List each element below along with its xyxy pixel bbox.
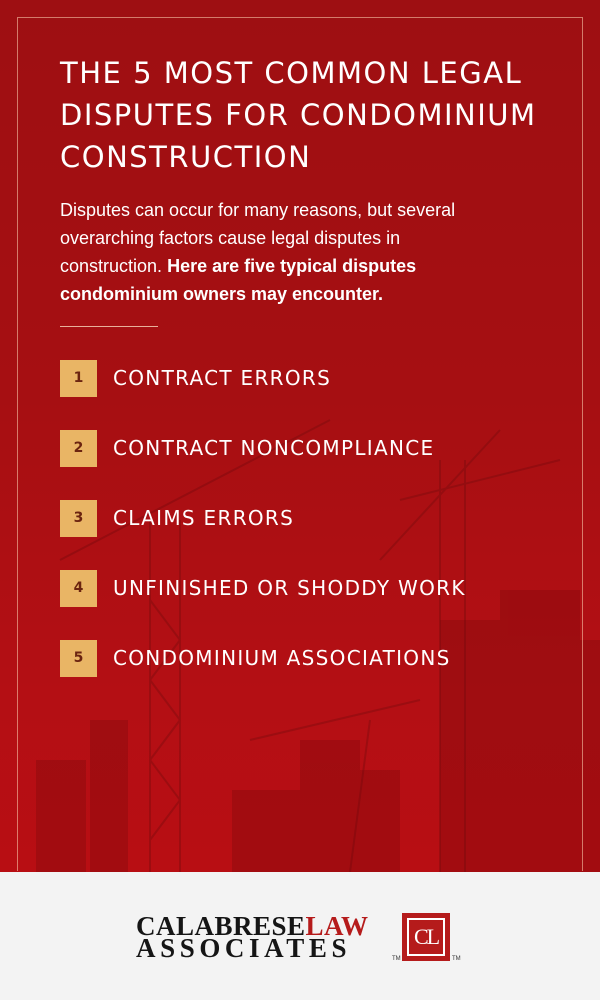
logo-mark-letters: CL: [407, 918, 445, 956]
list-item-label: CONDOMINIUM ASSOCIATIONS: [113, 646, 451, 670]
list-item: [60, 499, 560, 537]
disputes-list: [60, 359, 560, 709]
list-item: [60, 359, 560, 397]
number-badge: 1: [60, 360, 97, 397]
title-line: CONSTRUCTION: [60, 140, 312, 174]
list-item-label: UNFINISHED OR SHODDY WORK: [113, 576, 466, 600]
intro-bold-text: Here are five typical disputes condominium owners may encounter.: [60, 256, 417, 304]
title-line: THE 5 MOST COMMON LEGAL: [60, 56, 523, 90]
trademark-symbol: TM: [452, 956, 461, 962]
list-item: [60, 429, 560, 467]
number-badge: 4: [60, 570, 97, 607]
number-badge: 3: [60, 500, 97, 537]
list-item-label: CONTRACT NONCOMPLIANCE: [113, 436, 435, 460]
list-item-label: CLAIMS ERRORS: [113, 506, 295, 530]
trademark-symbol: TM: [392, 956, 401, 962]
logo-mark-icon: [402, 913, 450, 961]
logo-line-2: ASSOCIATES: [136, 933, 352, 963]
logo-law: LAW: [305, 911, 369, 941]
number-badge: 2: [60, 430, 97, 467]
footer: [0, 872, 600, 1000]
list-item: [60, 569, 560, 607]
intro-regular-text: Disputes can occur for many reasons, but several overarching factors cause legal disputes in construction.: [60, 200, 456, 276]
list-item: [60, 639, 560, 677]
intro-paragraph: [60, 196, 500, 308]
title-line: DISPUTES FOR CONDOMINIUM: [60, 98, 537, 132]
page-title: [60, 52, 560, 178]
logo-name: CALABRESE: [136, 911, 306, 941]
number-badge: 5: [60, 640, 97, 677]
list-item-label: CONTRACT ERRORS: [113, 366, 332, 390]
section-divider: [60, 326, 158, 327]
company-logo: [136, 912, 466, 964]
